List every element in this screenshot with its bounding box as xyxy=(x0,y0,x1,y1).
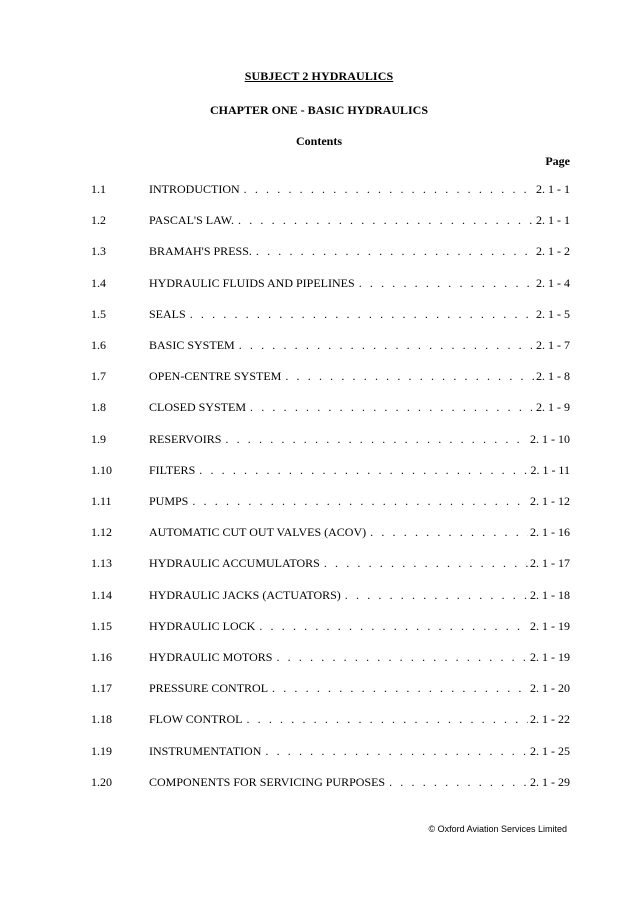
toc-title: SEALS xyxy=(149,306,186,321)
toc-entry xyxy=(149,618,570,634)
dot-leader xyxy=(389,774,528,790)
toc-section-number: 1.5 xyxy=(91,306,106,321)
dot-leader xyxy=(238,212,534,228)
toc-entry xyxy=(149,587,570,603)
dot-leader xyxy=(272,680,528,696)
toc-row[interactable] xyxy=(0,243,638,259)
toc-section-number: 1.19 xyxy=(91,743,112,758)
toc-title: INSTRUMENTATION xyxy=(149,743,262,758)
dot-leader xyxy=(250,399,534,415)
toc-entry xyxy=(149,493,570,509)
toc-entry xyxy=(149,181,570,197)
toc-entry xyxy=(149,680,570,696)
page-column-heading: Page xyxy=(545,154,570,168)
toc-title: PUMPS xyxy=(149,494,189,508)
dot-leader xyxy=(199,462,528,478)
toc-section-number: 1.13 xyxy=(91,556,112,571)
toc-row[interactable] xyxy=(0,524,638,540)
toc-section-number: 1.7 xyxy=(91,369,106,384)
toc-section-number: 1.2 xyxy=(91,213,106,228)
toc-page-number: 2. 1 - 17 xyxy=(530,556,570,571)
dot-leader xyxy=(246,711,528,727)
toc-entry xyxy=(149,711,570,727)
toc-page-number: 2. 1 - 16 xyxy=(530,525,570,540)
dot-leader xyxy=(276,649,528,665)
toc-title: CLOSED SYSTEM xyxy=(149,400,247,415)
toc-entry xyxy=(149,462,570,478)
toc-title: BASIC SYSTEM xyxy=(149,338,235,352)
toc-section-number: 1.1 xyxy=(91,182,106,196)
toc-page-number: 2. 1 - 1 xyxy=(536,213,570,228)
toc-row[interactable] xyxy=(0,275,638,291)
toc-row[interactable] xyxy=(0,649,638,665)
toc-row[interactable] xyxy=(0,399,638,415)
toc-row[interactable] xyxy=(0,337,638,353)
toc-section-number: 1.12 xyxy=(91,525,112,540)
dot-leader xyxy=(190,306,534,322)
toc-row[interactable] xyxy=(0,618,638,634)
toc-section-number: 1.16 xyxy=(91,650,112,664)
toc-page-number: 2. 1 - 8 xyxy=(536,369,570,384)
toc-title: PRESSURE CONTROL xyxy=(149,681,269,696)
toc-page-number: 2. 1 - 7 xyxy=(536,338,570,352)
toc-row[interactable] xyxy=(0,743,638,759)
toc-section-number: 1.20 xyxy=(91,774,112,789)
dot-leader xyxy=(192,493,528,509)
toc-row[interactable] xyxy=(0,587,638,603)
toc-page-number: 2. 1 - 25 xyxy=(530,743,570,758)
toc-title: HYDRAULIC ACCUMULATORS xyxy=(149,556,320,571)
toc-title: OPEN-CENTRE SYSTEM xyxy=(149,369,282,384)
subject-heading: SUBJECT 2 HYDRAULICS xyxy=(244,69,394,83)
toc-title: HYDRAULIC JACKS (ACTUATORS) xyxy=(149,587,341,602)
toc-row[interactable] xyxy=(0,774,638,790)
toc-page-number: 2. 1 - 20 xyxy=(530,681,570,696)
dot-leader xyxy=(324,555,528,571)
toc-row[interactable] xyxy=(0,680,638,696)
dot-leader xyxy=(285,368,534,384)
toc-entry xyxy=(149,212,570,228)
toc-title: BRAMAH'S PRESS. xyxy=(149,244,252,259)
toc-title: FLOW CONTROL xyxy=(149,712,243,727)
toc-row[interactable] xyxy=(0,212,638,228)
toc-title: HYDRAULIC MOTORS xyxy=(149,650,273,664)
toc-section-number: 1.9 xyxy=(91,431,106,446)
toc-entry xyxy=(149,649,570,665)
toc-title: AUTOMATIC CUT OUT VALVES (ACOV) xyxy=(149,525,367,540)
toc-page-number: 2. 1 - 18 xyxy=(530,587,570,602)
toc-entry xyxy=(149,524,570,540)
toc-page-number: 2. 1 - 19 xyxy=(530,618,570,633)
toc-page-number: 2. 1 - 19 xyxy=(530,650,570,664)
toc-row[interactable] xyxy=(0,431,638,447)
dot-leader xyxy=(265,743,528,759)
toc-page-number: 2. 1 - 5 xyxy=(536,306,570,321)
chapter-heading: CHAPTER ONE - BASIC HYDRAULICS xyxy=(209,103,429,117)
toc-title: HYDRAULIC FLUIDS AND PIPELINES xyxy=(149,275,355,290)
toc-page-number: 2. 1 - 11 xyxy=(530,462,570,477)
toc-page-number: 2. 1 - 22 xyxy=(530,712,570,727)
dot-leader xyxy=(345,587,528,603)
toc-row[interactable] xyxy=(0,181,638,197)
toc-page-number: 2. 1 - 2 xyxy=(536,244,570,259)
toc-title: INTRODUCTION xyxy=(149,182,240,196)
toc-section-number: 1.15 xyxy=(91,618,112,633)
dot-leader xyxy=(239,337,534,353)
dot-leader xyxy=(370,524,528,540)
toc-section-number: 1.17 xyxy=(91,681,112,696)
contents-heading: Contents xyxy=(295,134,342,148)
toc-row[interactable] xyxy=(0,306,638,322)
toc-row[interactable] xyxy=(0,368,638,384)
toc-entry xyxy=(149,275,570,291)
dot-leader xyxy=(359,275,534,291)
toc-entry xyxy=(149,399,570,415)
toc-section-number: 1.11 xyxy=(91,494,112,508)
toc-title: PASCAL'S LAW. xyxy=(149,213,235,228)
toc-row[interactable] xyxy=(0,711,638,727)
toc-title: COMPONENTS FOR SERVICING PURPOSES xyxy=(149,774,386,789)
toc-section-number: 1.6 xyxy=(91,338,106,352)
toc-section-number: 1.4 xyxy=(91,275,106,290)
toc-entry xyxy=(149,743,570,759)
toc-page-number: 2. 1 - 29 xyxy=(530,774,570,789)
toc-page-number: 2. 1 - 9 xyxy=(536,400,570,415)
dot-leader xyxy=(244,181,534,197)
toc-entry xyxy=(149,337,570,353)
toc-page-number: 2. 1 - 10 xyxy=(530,431,570,446)
dot-leader xyxy=(259,618,528,634)
toc-entry xyxy=(149,368,570,384)
toc-title: HYDRAULIC LOCK xyxy=(149,618,256,633)
dot-leader xyxy=(256,243,534,259)
toc-title: FILTERS xyxy=(149,462,196,477)
toc-section-number: 1.18 xyxy=(91,712,112,727)
toc-section-number: 1.3 xyxy=(91,244,106,259)
toc-entry xyxy=(149,774,570,790)
toc-entry xyxy=(149,243,570,259)
toc-entry xyxy=(149,555,570,571)
copyright-footer: © Oxford Aviation Services Limited xyxy=(428,824,567,834)
toc-row[interactable] xyxy=(0,462,638,478)
toc-section-number: 1.8 xyxy=(91,400,106,415)
toc-entry xyxy=(149,306,570,322)
toc-section-number: 1.14 xyxy=(91,587,112,602)
dot-leader xyxy=(225,431,528,447)
toc-entry xyxy=(149,431,570,447)
toc-section-number: 1.10 xyxy=(91,462,112,477)
toc-page-number: 2. 1 - 4 xyxy=(536,275,570,290)
toc-page-number: 2. 1 - 1 xyxy=(536,182,570,196)
toc-row[interactable] xyxy=(0,555,638,571)
toc-page-number: 2. 1 - 12 xyxy=(530,494,570,508)
toc-title: RESERVOIRS xyxy=(149,431,222,446)
toc-row[interactable] xyxy=(0,493,638,509)
